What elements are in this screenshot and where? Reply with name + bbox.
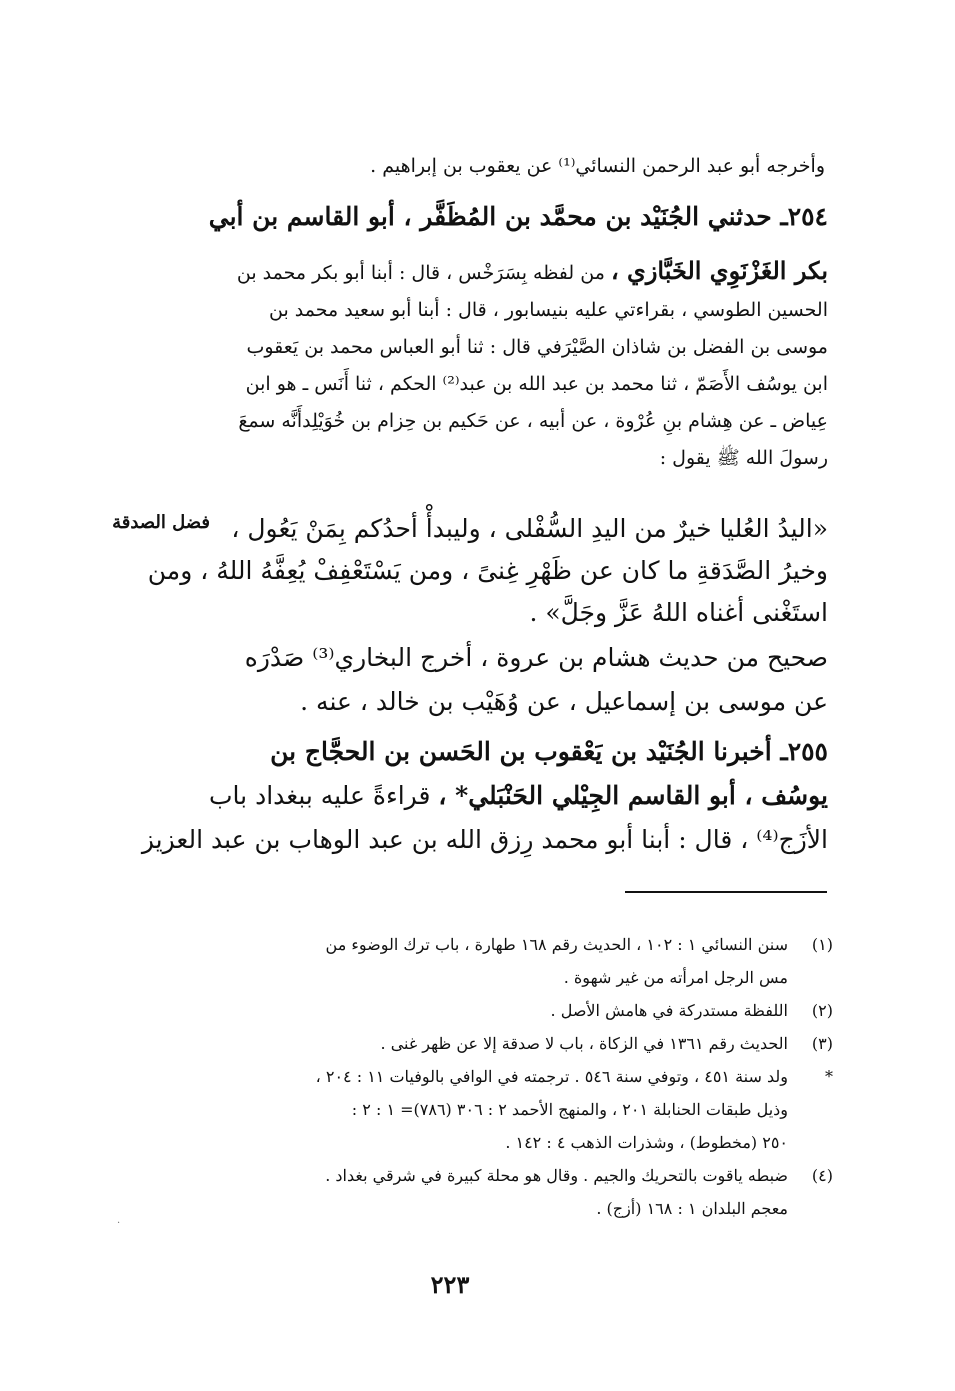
narrator-name: بكر الغَزْنَوِي الخَبَّازي ، [610,256,828,285]
footnote-line: ضبطه ياقوت بالتحريك والجيم . وقال هو محلة كبيرة في شرقي بغداد . [325,1166,788,1185]
footnote [218,1027,833,1060]
isnad-line: عِياض ـ عن هِشام بنِ عُرْوة ، عن أبيه ، عن حَكيم بن حِزام بن خُوَيْلِدأَنَّه سمعَ [238,410,828,432]
footnote-line: وذيل طبقات الحنابلة ٢٠١ ، والمنهج الأحمد ٢ : ٣٠٦ (٧٨٦)= ١ : ٢ : [351,1100,788,1119]
isnad-line: ابن يوسُف الأَصَمّ ، ثنا محمد بن عبد الله بن عبد⁽²⁾ الحكم ، ثنا أَنَس ـ هو ابن [245,373,828,395]
page-number: ٢٢٣ [430,1270,470,1299]
hadith-254-heading-line: ٢٥٤ـ حدثني الجُنَيْد بن محمَّد بن المُظَفَّر ، أبو القاسم بن أبي [208,202,828,231]
footnote-text [218,1027,788,1060]
scan-speck: · [117,1218,121,1229]
footnote-text [218,928,788,994]
footnotes [218,928,833,1225]
footnote-line: معجم البلدان ١ : ١٦٨ (أزج) . [596,1199,788,1218]
footnote-line: الحديث رقم ١٣٦١ في الزكاة ، باب لا صدقة إلا عن ظهر غنى . [380,1034,788,1053]
margin-note: فضل الصدقة [112,512,210,533]
footnote-divider [625,891,827,893]
isnad-line [218,252,828,292]
hadith-255 [141,730,828,862]
footnote [218,928,833,994]
hadith-255-line: الأزَج⁽⁴⁾ ، قال : أبنا أبو محمد رِزق الله بن عبد الوهاب بن عبد العزيز [141,825,828,854]
footnote-line: سنن النسائي ١ : ١٠٢ ، الحديث رقم ١٦٨ طهارة ، باب ترك الوضوء من [325,935,788,954]
footnote [218,1060,833,1159]
isnad-line: رسولَ الله ﷺ يقول : [659,447,828,469]
footnote [218,1159,833,1225]
footnote-number: (٢) [811,1001,833,1020]
isnad-line: الحسين الطوسي ، بقراءتي عليه بنيسابور ، قال : أبنا أبو سعيد محمد بن [268,299,828,321]
hadith-line: استَغْنى أغناه اللهُ عَزَّ وجَلَّ» . [529,598,828,627]
hadith-line: «اليدُ العُليا خيرٌ من اليدِ السُّفْلى ، وليبدأْ أحدُكم بِمَنْ يَعُول ، [231,514,828,543]
authentication-line: صحيح من حديث هشام بن عروة ، أخرج البخاري⁽³⁾ صَدْرَه [244,643,828,672]
footnote-text [218,994,788,1027]
isnad-line: موسى بن الفضل بن شاذان الصَّيْرَفي قال : ثنا أبو العباس محمد بن يَعقوب [246,336,828,358]
footnote-number: (٣) [811,1034,833,1053]
hadith-254-isnad [218,252,828,477]
footnote-number: (١) [811,935,833,954]
intro-line: وأخرجه أبو عبد الرحمن النسائي⁽¹⁾ عن يعقوب بن إبراهيم . [370,155,825,177]
hadith-254-heading [208,196,828,238]
footnote-line: ولد سنة ٤٥١ ، وتوفي سنة ٥٤٦ . ترجمته في الوافي بالوفيات ١١ : ٢٠٤ ، [315,1067,788,1086]
authentication-line: عن موسى بن إسماعيل ، عن وُهَيْب بن خالد ، عنه . [300,687,828,716]
hadith-255-heading: ٢٥٥ـ أخبرنا الجُنَيْد بن يَعْقوب بن الحَسن بن الحجَّاج بن [270,737,828,766]
footnote-line: اللفظة مستدركة في هامش الأصل . [550,1001,788,1020]
isnad-text: من لفظه بِسَرَخْس ، قال : أبنا أبو بكر محمد بن [236,262,611,284]
footnote-line: ٢٥٠ (مخطوط) ، وشذرات الذهب ٤ : ١٤٢ . [505,1133,788,1152]
footnote-number: (٤) [811,1166,833,1185]
footnote-text [218,1159,788,1225]
intro-paragraph [225,150,825,182]
hadith-255-line [209,774,828,818]
hadith-line: وخيرُ الصَّدَقةِ ما كان عن ظَهْرِ غِنىً ، ومن يَسْتَعْفِفْ يُعِفَّهُ اللهُ ، ومن [147,556,828,585]
isnad-text: قراءةً عليه ببغداد باب [209,781,439,810]
footnote-number: * [825,1067,833,1086]
narrator-name: يوسُف ، أبو القاسم الجِيْلي الحَنْبَلي* ، [438,781,828,810]
footnote-line: مس الرجل امرأته من غير شهوة . [563,968,788,987]
footnote [218,994,833,1027]
footnote-text [218,1060,788,1159]
authentication-note [218,636,828,724]
